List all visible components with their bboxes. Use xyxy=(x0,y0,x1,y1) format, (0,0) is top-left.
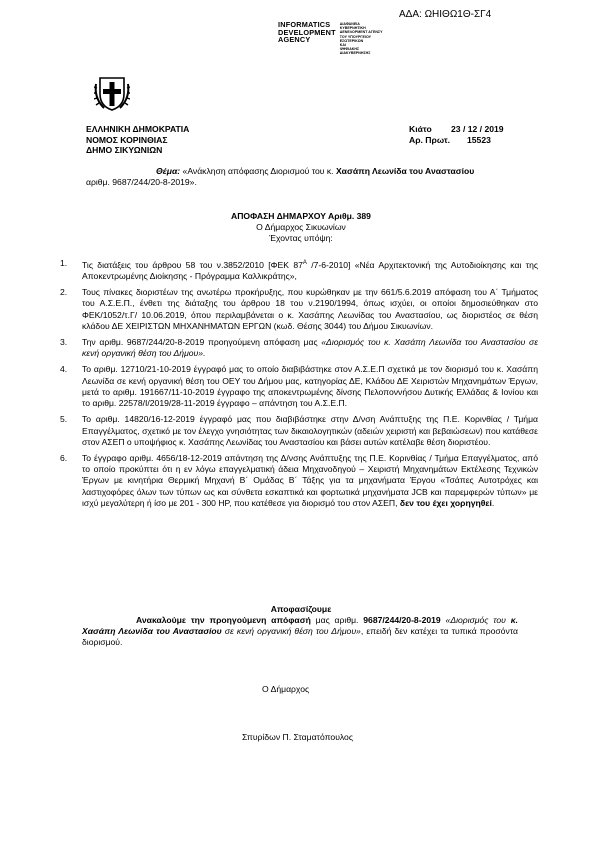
recall-name: κ. Χασάπη Λεωνίδα του Αναστασίου xyxy=(82,615,518,637)
protocol-value: 15523 xyxy=(467,134,491,145)
list-item xyxy=(60,287,538,332)
subject-label: Θέμα: xyxy=(156,166,181,176)
logo-line: AGENCY xyxy=(278,35,311,45)
logo-line: DEVELOPMENT xyxy=(278,27,336,37)
item-sup: A xyxy=(302,260,307,266)
logo-small-line: ΚΑΙ xyxy=(339,43,346,48)
subject-name: Χασάπη Λεωνίδα του Αναστασίου xyxy=(335,166,475,176)
recall-bold: Ανακαλούμε την προηγούμενη απόφασή xyxy=(136,615,311,625)
mayor-line: Ο Δήμαρχος Σικυωνίων xyxy=(256,222,346,232)
logo-small-line: ΤΟΥ ΥΠΟΥΡΓΕΙΟΥ xyxy=(339,34,372,39)
list-item xyxy=(60,258,538,282)
logo-small-line: ΔΙΑΚΥΒΕΡΝΗΣΗΣ xyxy=(339,51,371,56)
list-item xyxy=(60,364,538,409)
decision-body xyxy=(82,615,518,649)
recall-text: μας αριθμ. xyxy=(310,615,364,625)
item-number: 5. xyxy=(60,414,68,425)
country-line: ΕΛΛΗΝΙΚΗ ΔΗΜΟΚΡΑΤΙΑ xyxy=(86,124,190,134)
subject-text-2: αριθμ. 9687/244/20-8-2019». xyxy=(86,177,197,187)
logo-small-line: ΕΣΩΤΕΡΙΚΩΝ xyxy=(339,38,364,43)
informatics-agency-logo xyxy=(278,21,383,56)
place-label: Κιάτο xyxy=(409,124,432,134)
date-protocol-block xyxy=(409,124,504,145)
item-text-after: . xyxy=(491,497,495,508)
greek-coat-of-arms-icon xyxy=(94,74,130,112)
item-text: Το έγγραφο αριθμ. 4656/18-12-2019 απάντηση της Δ/νσης Ανάπτυξης της Π.Ε. Κορινθίας / Τμήμα Επαγγέλματος, από το οποίο προκύπτει ότι η εν λόγω επαγγελματική άδεια Μηχανοδηγού – Χειριστή Μηχανημάτων Εκτέλεσης Τεχνικών Έργων με κινητήρια Θερμική Μηχανή Β΄ Ομάδας Β΄ Τάξης για τα μηχανήματα Έργου «Τσάπες Αυτοτρόχες και λαστιχοφόρες όλων των τύπων ως και σύνθετα εσκαπτικά και φορτωτικά μηχανήματα JCB και παρεμφερών τύπων» με ισχύ μεγαλύτερη ή ίσο με 201 - 300 HP, που κατέθεσε για διορισμό του στον ΑΣΕΠ, xyxy=(82,452,538,508)
item-text: Τις διατάξεις του άρθρου 58 του ν.3852/2010 [ΦΕΚ 87 xyxy=(82,259,303,270)
considerations-list xyxy=(60,258,538,514)
decide-title: Αποφασίζουμε xyxy=(270,604,332,614)
list-item xyxy=(60,337,538,359)
logo-small-line: ΨΗΦΙΑΚΗΣ xyxy=(339,47,360,52)
item-text-after: /7-6-2010] «Νέα Αρχιτεκτονική της Αυτοδιοίκησης και της Αποκεντρωμένης Διοίκησης - Πρόγραμμα Καλλικράτης», xyxy=(82,259,538,282)
list-item xyxy=(60,414,538,448)
recall-italic: «Διορισμός του xyxy=(440,615,511,625)
decision-title: ΑΠΟΦΑΣΗ ΔΗΜΑΡΧΟΥ Αριθμ. 389 xyxy=(231,211,371,221)
item-text: Την αριθμ. 9687/244/20-8-2019 προηγούμενη απόφαση μας xyxy=(82,337,322,348)
date-value: 23 / 12 / 2019 xyxy=(451,124,504,134)
item-number: 1. xyxy=(60,258,68,268)
ada-code: ΑΔΑ: ΩΗΙΘΩ1Θ-ΣΓ4 xyxy=(399,9,492,20)
logo-small-line: ΔΙΑΦΑΝΕΙΑ xyxy=(339,22,360,26)
authority-header xyxy=(86,124,189,156)
municipality-line: ΔΗΜΟ ΣΙΚΥΩΝΙΩΝ xyxy=(86,145,163,155)
closing-title: Ο Δήμαρχος xyxy=(262,684,310,694)
item-text: Τους πίνακες διοριστέων της ανωτέρω προκήρυξης, που κυρώθηκαν με την 661/5.6.2019 απόφαση του Α΄ Τμήματος του Α.Σ.Ε.Π., ένθετι της διάταξης του άρθρου 18 του ν.2190/1994, όπως ισχύει, οι οποίοι δημοσιεύθηκαν στο ΦΕΚ/1052/τ.Γ/ 10.06.2019, όπου περιλαμβάνεται ο κ. Χασάπης Λεωνίδας του Αναστασίου, ως διοριστέος σε θέση κλάδου ΔΕ ΧΕΙΡΙΣΤΩΝ ΜΗΧΑΝΗΜΑΤΩΝ ΕΡΓΩΝ (κωδ. Θέσης 3044) του Δήμου Σικυωνίων. xyxy=(82,287,538,331)
having-line: Έχοντας υπόψη: xyxy=(269,233,333,243)
item-bold: δεν του έχει χορηγηθεί xyxy=(399,497,492,508)
item-italic: «Διορισμός του κ. Χασάπη Λεωνίδα του Αναστασίου σε κενή οργανική θέση του Δήμου». xyxy=(82,337,538,359)
subject-text: «Ανάκληση απόφασης Διορισμού του κ. xyxy=(180,166,336,176)
item-number: 3. xyxy=(60,337,68,348)
prefecture-line: ΝΟΜΟΣ ΚΟΡΙΝΘΙΑΣ xyxy=(86,134,168,145)
signature-name: Σπυρίδων Π. Σταματόπουλος xyxy=(242,732,353,742)
recall-italic-2: σε κενή οργανική θέση του Δήμου» xyxy=(221,626,361,637)
protocol-label: Αρ. Πρωτ. xyxy=(409,134,451,145)
item-text: Το αριθμ. 12710/21-10-2019 έγγραφό μας το οποίο διαβιβάστηκε στον Α.Σ.Ε.Π σχετικά με τον διορισμό του κ. Χασάπη Λεωνίδα σε κενή οργανική θέση του ΟΕΥ του Δήμου μας, κατηγορίας ΔΕ, Κλάδου ΔΕ Χειριστών Μηχανημάτων Έργων, μετά το αριθμ. 191667/11-10-2019 έγγραφο της αποκεντρωμένης δίνσης Πελοποννήσου Δυτικής Ελλάδας & Ιονίου και το αριθμ. 22578/Ι/2019/28-11-2019 έγγραφο – απάντηση του Α.Σ.Ε.Π. xyxy=(82,364,538,409)
item-number: 6. xyxy=(60,452,68,463)
item-text: Το αριθμ. 14820/16-12-2019 έγγραφό μας που διαβιβάστηκε στην Δ/νση Ανάπτυξης της Π.Ε. Κορινθίας / Τμήμα Επαγγέλματος, σχετικό με τον έλεγχο γνησιότητας των δικαιολογητικών (αδειών χειριστή και βεβαιώσεων) που κατάθεσε στον ΑΣΕΠ ο υποψήφιος κ. Χασάπης Λεωνίδας του Αναστασίου και βάσει αυτών κατέλαβε θέση διοριστέου. xyxy=(82,414,538,447)
recall-text-2: , επειδή δεν κατέχει τα τυπικά προσόντα διορισμού. xyxy=(82,626,518,648)
list-item xyxy=(60,453,538,509)
logo-small-line: ΔΕΝΕΛΟΡΜΕΝΤ ΑΓΕΝΣΥ xyxy=(339,30,383,35)
logo-small-line: ΚΥΒΕΡΝΗΤΙΚΗ xyxy=(339,26,366,31)
recall-number: 9687/244/20-8-2019 xyxy=(363,615,441,625)
item-number: 4. xyxy=(60,364,68,375)
subject-line xyxy=(86,166,516,188)
item-number: 2. xyxy=(60,287,68,298)
logo-line: INFORMATICS xyxy=(278,20,331,29)
